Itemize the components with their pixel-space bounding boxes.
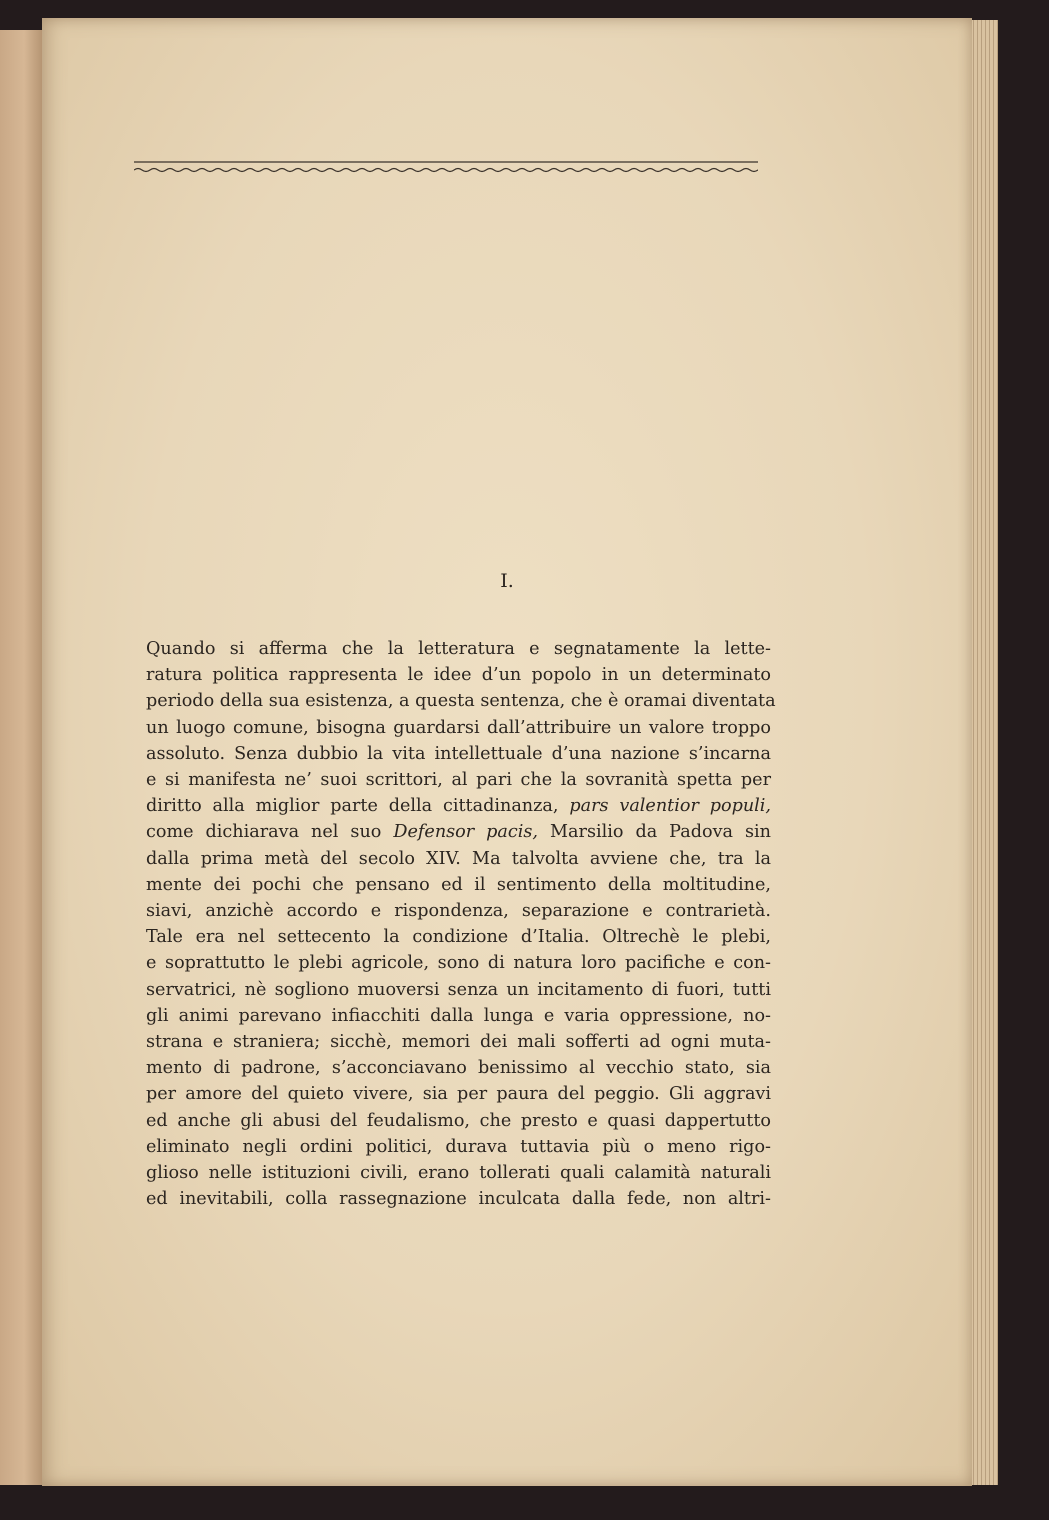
decorative-rule (134, 158, 758, 178)
text-line: gli animi parevano infiacchiti dalla lunga e varia oppressione, no- (146, 1005, 771, 1026)
text-line: glioso nelle istituzioni civili, erano tollerati quali calamità naturali (146, 1163, 771, 1184)
text-line: Tale era nel settecento la condizione d’Italia. Oltrechè le plebi, (146, 927, 771, 948)
text-segment: come dichiarava nel suo (146, 822, 382, 843)
work-title: Defensor pacis, (393, 822, 539, 843)
text-line: periodo della sua esistenza, a questa sentenza, che è oramai diventata (146, 691, 776, 712)
body-paragraph (146, 636, 776, 1212)
text-segment: Marsilio da Padova sin (550, 822, 771, 843)
text-line: ed inevitabili, colla rassegnazione inculcata dalla fede, non altri- (146, 1189, 771, 1210)
book-page (42, 18, 972, 1486)
text-line: siavi, anzichè accordo e rispondenza, separazione e contrarietà. (146, 901, 771, 922)
text-line: mente dei pochi che pensano ed il sentimento della moltitudine, (146, 874, 771, 895)
text-line: ed anche gli abusi del feudalismo, che presto e quasi dappertutto (146, 1110, 771, 1131)
text-line: eliminato negli ordini politici, durava tuttavia più o meno rigo- (146, 1136, 771, 1157)
text-line-with-title (146, 819, 771, 845)
text-line: servatrici, nè sogliono muoversi senza un incitamento di fuori, tutti (146, 979, 771, 1000)
text-line: mento di padrone, s’acconciavano benissimo al vecchio stato, sia (146, 1058, 771, 1079)
text-line: per amore del quieto vivere, sia per paura del peggio. Gli aggravi (146, 1084, 771, 1105)
text-line: e si manifesta ne’ suoi scrittori, al pari che la sovranità spetta per (146, 770, 771, 791)
facing-page-edge (0, 30, 46, 1485)
text-line: dalla prima metà del secolo XIV. Ma talvolta avviene che, tra la (146, 848, 771, 869)
chapter-numeral: I. (500, 570, 514, 592)
text-line: e soprattutto le plebi agricole, sono di natura loro pacifiche e con- (146, 953, 771, 974)
text-line: ratura politica rappresenta le idee d’un popolo in un determinato (146, 665, 771, 686)
text-line: Quando si afferma che la letteratura e segnatamente la lette- (146, 639, 771, 659)
text-segment: diritto alla miglior parte della cittadinanza, (146, 796, 559, 817)
text-line: assoluto. Senza dubbio la vita intellettuale d’una nazione s’incarna (146, 743, 771, 764)
latin-quote: pars valentior populi, (569, 796, 772, 817)
text-line: un luogo comune, bisogna guardarsi dall’attribuire un valore troppo (146, 717, 771, 738)
text-line-with-quote (146, 793, 771, 819)
text-line: strana e straniera; sicchè, memori dei mali sofferti ad ogni muta- (146, 1032, 771, 1053)
